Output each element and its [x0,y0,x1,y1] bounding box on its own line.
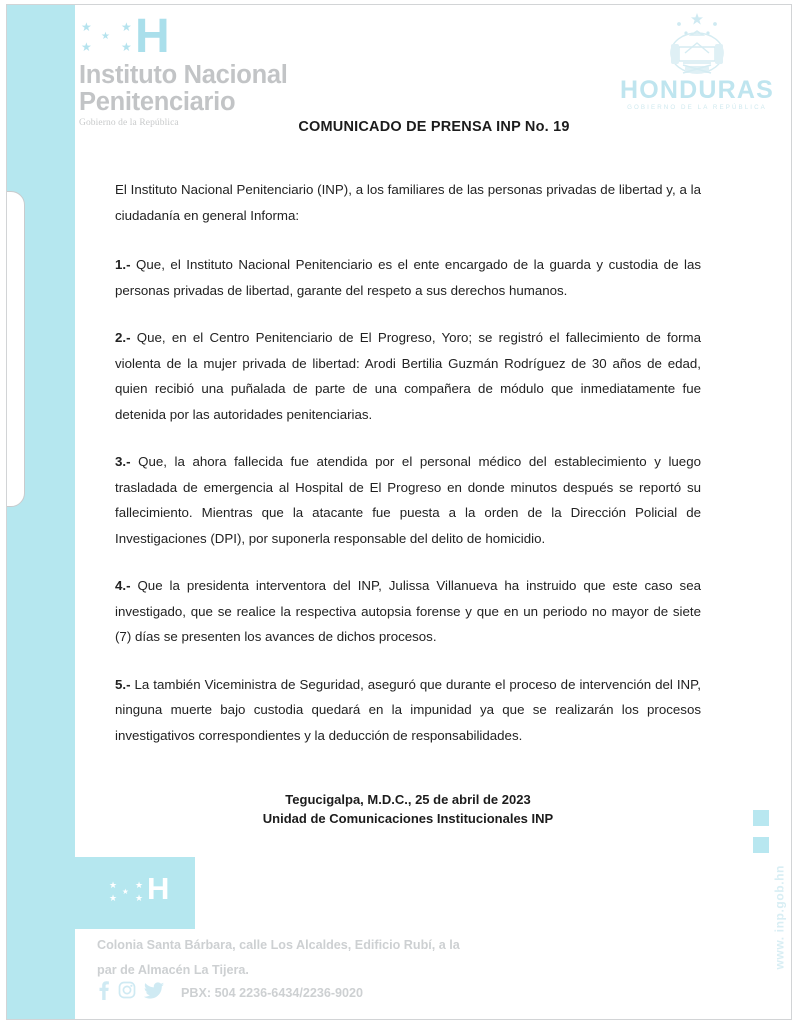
footer-address-line-2: par de Almacén La Tijera. [97,963,249,977]
paragraph-text: Que la presidenta interventora del INP, Julissa Villanueva ha instruido que este caso sea investigado, que se realice la respectiva autopsia forense y que en un periodo no mayor de siete (7) días se presenten los avances de dichos procesos. [115,578,701,644]
footer-logo-mark [109,871,179,906]
numbered-paragraph [115,252,701,303]
star-icon: ★ [121,20,132,34]
inp-logo-subtitle: Gobierno de la República [79,118,179,128]
footer-phone: PBX: 504 2236-6434/2236-9020 [181,985,364,1000]
star-icon: ★ [121,40,132,54]
press-release-page [6,4,792,1020]
star-icon: ★ [109,880,118,890]
star-icon: ★ [101,31,110,42]
numbered-paragraph [115,449,701,551]
footer-address [97,933,567,983]
paragraph-text: Que, la ahora fallecida fue atendida por el personal médico del establecimiento y luego trasladada de emergencia al Hospital de El Progreso en donde minutos después se reportó su fallecimiento. Mientras que la atacante fue puesta a la orden de la Dirección Policial de Investigaciones (DPI), por suponerla responsable del delito de homicidio. [115,454,701,546]
paragraph-number: 5.- [115,676,131,692]
footer-social-row [97,980,363,1005]
paragraph-text: Que, en el Centro Penitenciario de El Progreso, Yoro; se registró el fallecimiento de forma violenta de la mujer privada de libertad: Arodi Bertilia Guzmán Rodríguez de 30 años de edad, quien recibió una puñalada de parte de una compañera de módulo que inmediatamente fue detenida por las autoridades penitenciarias. [115,330,701,422]
honduras-wordmark: HONDURAS [619,76,775,104]
paragraph-number: 3.- [115,454,131,469]
honduras-coat-of-arms-icon [617,11,777,77]
star-icon: ★ [122,887,129,896]
twitter-icon[interactable] [144,980,165,1005]
viewer-side-handle[interactable] [6,191,25,507]
paragraph-number: 1.- [115,257,131,272]
inp-name-line-2: Penitenciario [79,88,236,116]
footer-address-line-1: Colonia Santa Bárbara, calle Los Alcaldes, Edificio Rubí, a la [97,938,460,952]
paragraph-text: Que, el Instituto Nacional Penitenciario es el ente encargado de la guarda y custodia de las personas privadas de libertad, garante del respeto a sus derechos humanos. [115,257,701,298]
lead-paragraph: El Instituto Nacional Penitenciario (INP), a los familiares de las personas privadas de libertad y, a la ciudadanía en general Informa: [115,182,701,223]
star-icon: ★ [81,40,92,54]
inp-logo [79,10,379,128]
star-icon: ★ [109,893,118,903]
decor-square [753,837,769,853]
signoff-location-date: Tegucigalpa, M.D.C., 25 de abril de 2023 [285,792,531,807]
page-title: COMUNICADO DE PRENSA INP No. 19 [298,119,570,135]
honduras-government-logo [617,11,777,111]
inp-name-line-1: Instituto Nacional [79,61,288,89]
facebook-icon[interactable] [97,980,110,1005]
signoff-block [115,790,701,828]
signoff-department: Unidad de Comunicaciones Institucionales INP [262,811,554,826]
footer-logo-block [75,857,195,929]
numbered-paragraph [115,325,701,427]
star-icon: ★ [135,880,144,890]
paragraph-number: 4.- [115,578,131,593]
side-decoration-squares [753,810,769,864]
left-brand-bar [7,5,75,1019]
numbered-paragraph [115,672,701,749]
paragraph-number: 2.- [115,330,131,345]
honduras-wordmark-subtitle: GOBIERNO DE LA REPÚBLICA [627,104,767,111]
honduras-h-icon: H [135,10,169,63]
star-icon: ★ [135,893,144,903]
document-body [115,177,701,828]
inp-logo-mark [79,10,189,63]
instagram-icon[interactable] [118,980,136,1005]
paragraph-text: La también Viceministra de Seguridad, aseguró que durante el proceso de intervención del INP, ninguna muerte bajo custodia quedará en la impunidad ya que se realizarán los procesos investigativos correspondientes y la deducción de responsabilidades. [115,676,701,743]
star-icon: ★ [81,20,92,34]
footer-website-vertical: www. inp.gob.hn [773,865,787,970]
numbered-paragraph [115,573,701,650]
decor-square [753,810,769,826]
honduras-h-icon: H [147,871,170,906]
